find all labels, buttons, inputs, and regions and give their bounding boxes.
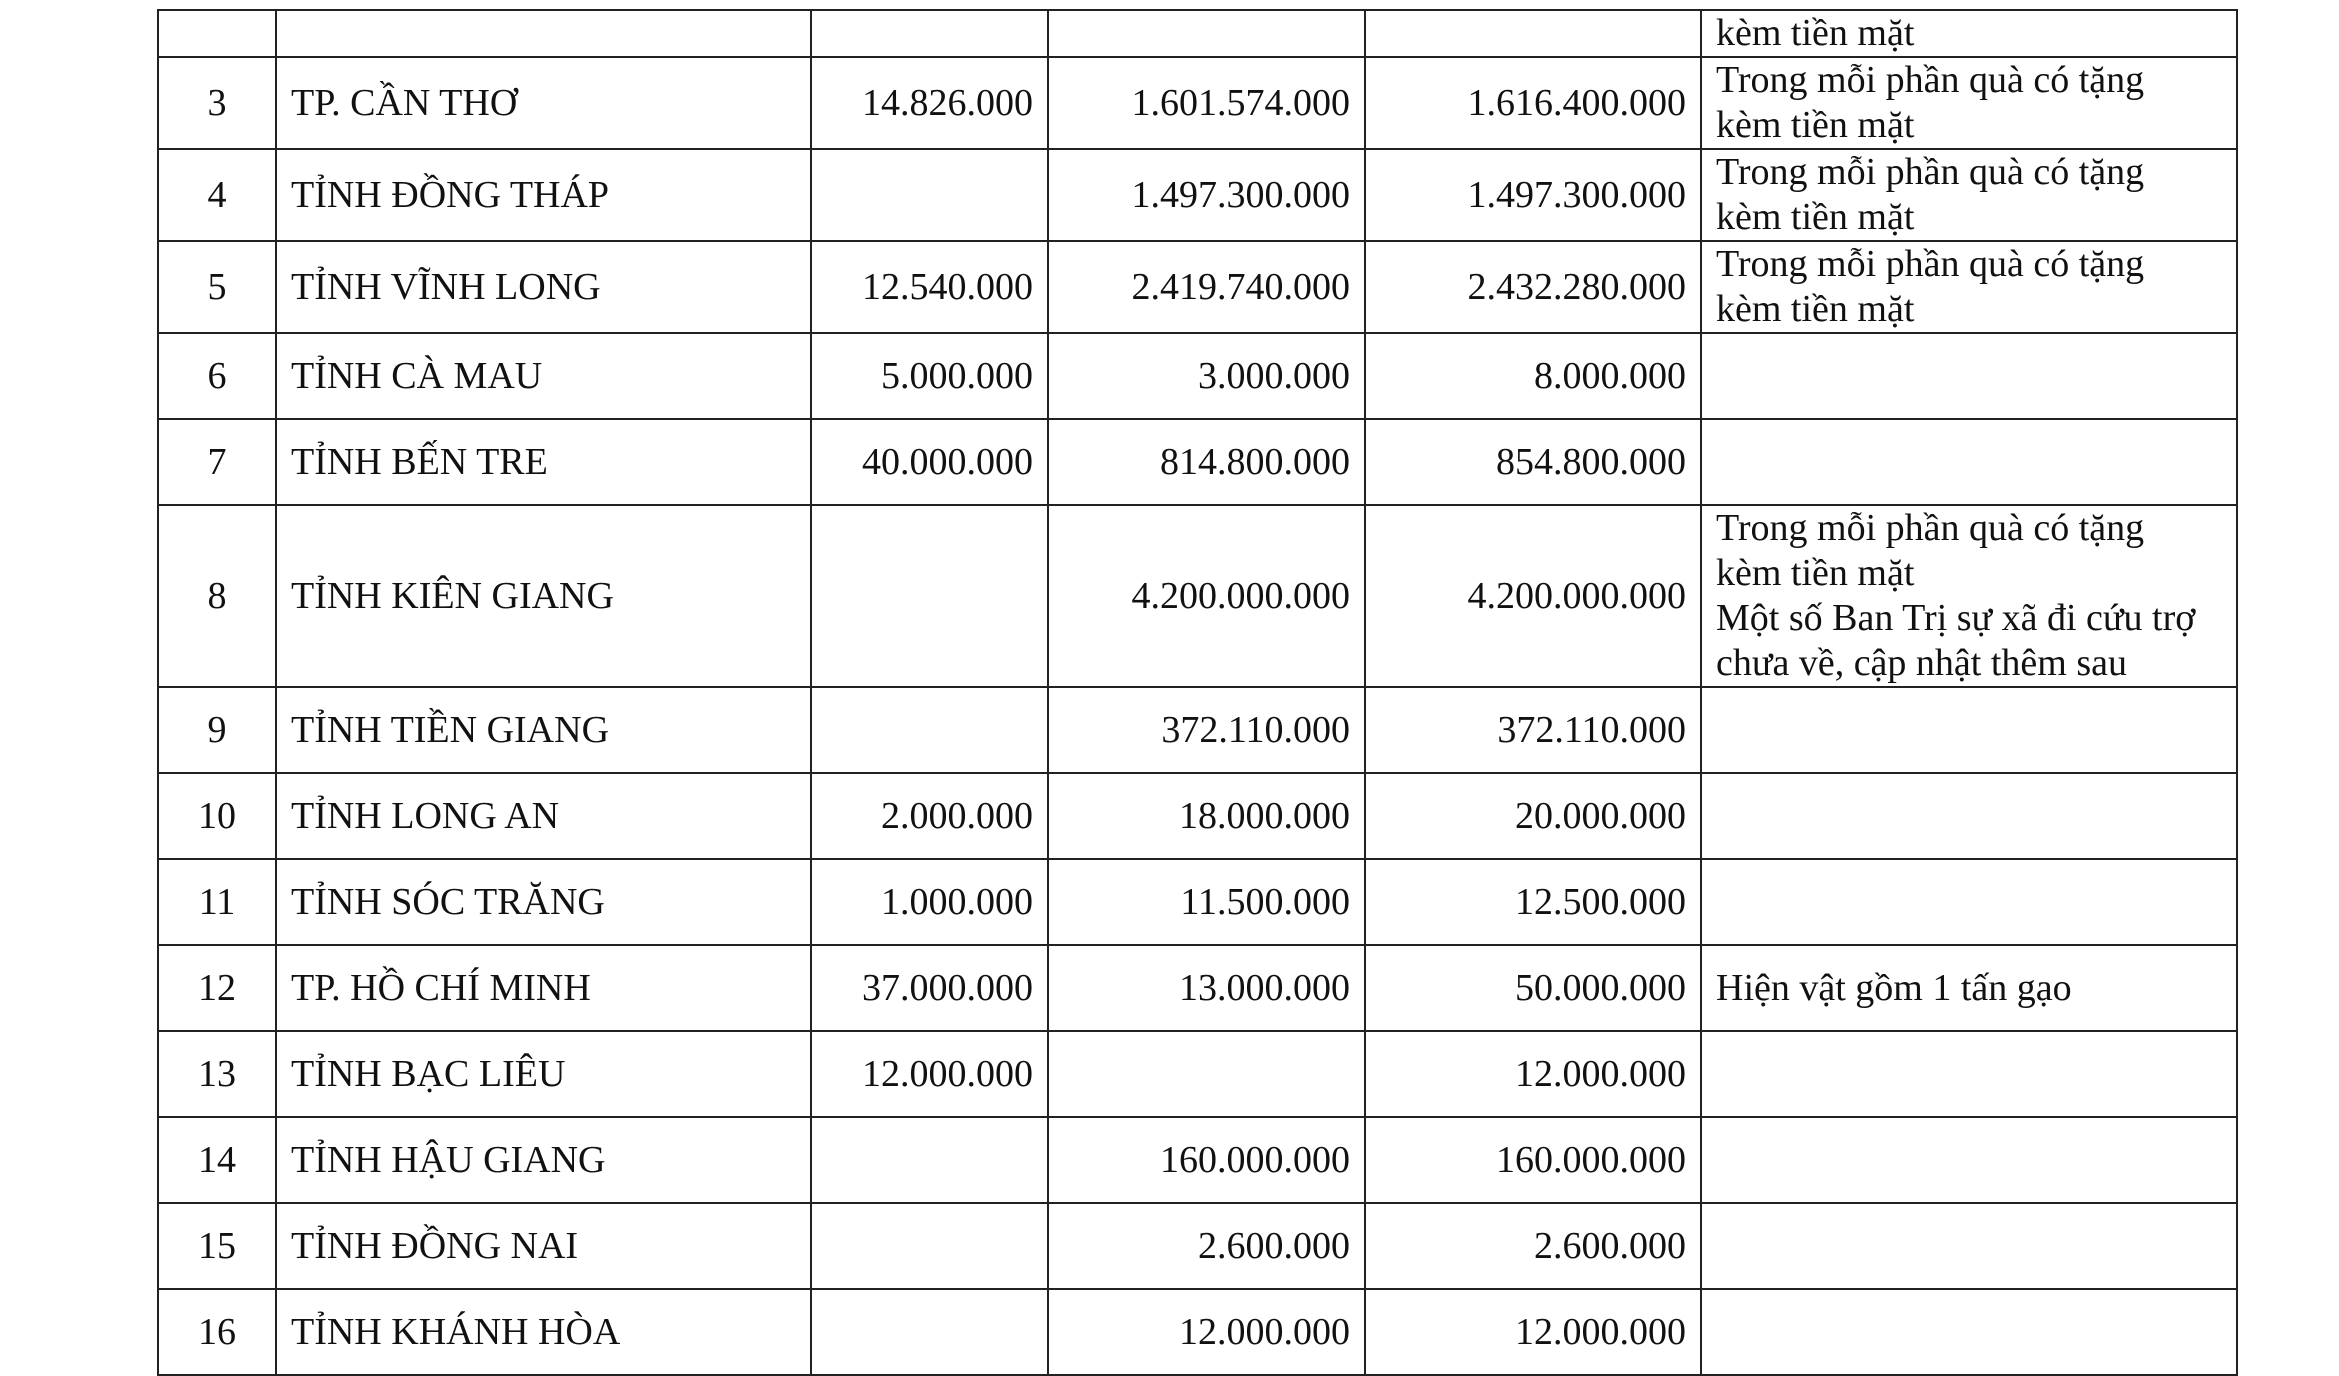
unit-name-cell: TỈNH BẠC LIÊU — [276, 1031, 811, 1117]
note-line: kèm tiền mặt — [1716, 196, 1915, 238]
table-row — [158, 1289, 2237, 1375]
note-cell — [1701, 505, 2237, 687]
total-amount-cell: 372.110.000 — [1365, 687, 1701, 773]
amount-col3-cell — [811, 1117, 1048, 1203]
table-row — [158, 1203, 2237, 1289]
report-sheet — [157, 9, 2236, 1376]
stt-cell: 3 — [158, 57, 276, 149]
table-row — [158, 333, 2237, 419]
unit-name-cell: TỈNH KHÁNH HÒA — [276, 1289, 811, 1375]
total-amount-cell: 12.000.000 — [1365, 1289, 1701, 1375]
table-row — [158, 859, 2237, 945]
unit-name-cell: TỈNH LONG AN — [276, 773, 811, 859]
note-line: Hiện vật gồm 1 tấn gạo — [1716, 966, 2072, 1009]
stt-cell: 13 — [158, 1031, 276, 1117]
amount-col3-cell — [811, 10, 1048, 57]
amount-col4-cell: 11.500.000 — [1048, 859, 1365, 945]
unit-name-cell: TỈNH HẬU GIANG — [276, 1117, 811, 1203]
stt-cell: 4 — [158, 149, 276, 241]
amount-col4-cell — [1048, 1031, 1365, 1117]
note-line: Trong mỗi phần quà có tặng — [1716, 59, 2145, 101]
table-row — [158, 241, 2237, 333]
stt-cell: 15 — [158, 1203, 276, 1289]
stt-cell: 14 — [158, 1117, 276, 1203]
unit-name-cell — [276, 10, 811, 57]
note-cell — [1701, 859, 2237, 945]
table-row — [158, 1117, 2237, 1203]
total-amount-cell: 20.000.000 — [1365, 773, 1701, 859]
note-cell — [1701, 419, 2237, 505]
table-row — [158, 57, 2237, 149]
total-amount-cell: 1.616.400.000 — [1365, 57, 1701, 149]
total-amount-cell — [1365, 10, 1701, 57]
total-amount-cell: 2.600.000 — [1365, 1203, 1701, 1289]
table-row — [158, 10, 2237, 57]
amount-col4-cell: 3.000.000 — [1048, 333, 1365, 419]
note-cell — [1701, 1117, 2237, 1203]
stt-cell: 8 — [158, 505, 276, 687]
total-amount-cell: 50.000.000 — [1365, 945, 1701, 1031]
note-line: kèm tiền mặt — [1716, 104, 1915, 146]
total-amount-cell: 2.432.280.000 — [1365, 241, 1701, 333]
stt-cell: 10 — [158, 773, 276, 859]
amount-col3-cell: 12.000.000 — [811, 1031, 1048, 1117]
note-line: Trong mỗi phần quà có tặng — [1716, 507, 2145, 549]
amount-col3-cell — [811, 149, 1048, 241]
amount-col3-cell: 37.000.000 — [811, 945, 1048, 1031]
stt-cell: 11 — [158, 859, 276, 945]
note-cell — [1701, 10, 2237, 57]
relief-donation-table — [157, 9, 2238, 1376]
amount-col4-cell: 372.110.000 — [1048, 687, 1365, 773]
note-cell — [1701, 687, 2237, 773]
amount-col3-cell: 40.000.000 — [811, 419, 1048, 505]
unit-name-cell: TỈNH KIÊN GIANG — [276, 505, 811, 687]
unit-name-cell: TP. CẦN THƠ — [276, 57, 811, 149]
amount-col4-cell: 18.000.000 — [1048, 773, 1365, 859]
note-line: kèm tiền mặt — [1716, 12, 1915, 54]
unit-name-cell: TP. HỒ CHÍ MINH — [276, 945, 811, 1031]
note-cell — [1701, 1031, 2237, 1117]
note-line: kèm tiền mặt — [1716, 288, 1915, 330]
total-amount-cell: 12.000.000 — [1365, 1031, 1701, 1117]
stt-cell: 6 — [158, 333, 276, 419]
amount-col3-cell — [811, 687, 1048, 773]
unit-name-cell: TỈNH BẾN TRE — [276, 419, 811, 505]
amount-col3-cell — [811, 505, 1048, 687]
table-row — [158, 505, 2237, 687]
total-amount-cell: 12.500.000 — [1365, 859, 1701, 945]
table-row — [158, 687, 2237, 773]
amount-col4-cell: 1.601.574.000 — [1048, 57, 1365, 149]
amount-col4-cell: 160.000.000 — [1048, 1117, 1365, 1203]
table-body — [158, 10, 2237, 1375]
amount-col3-cell: 2.000.000 — [811, 773, 1048, 859]
amount-col3-cell: 12.540.000 — [811, 241, 1048, 333]
amount-col4-cell — [1048, 10, 1365, 57]
unit-name-cell: TỈNH CÀ MAU — [276, 333, 811, 419]
note-cell — [1701, 1203, 2237, 1289]
unit-name-cell: TỈNH ĐỒNG NAI — [276, 1203, 811, 1289]
unit-name-cell: TỈNH ĐỒNG THÁP — [276, 149, 811, 241]
note-cell — [1701, 333, 2237, 419]
total-amount-cell: 854.800.000 — [1365, 419, 1701, 505]
table-row — [158, 419, 2237, 505]
amount-col3-cell — [811, 1289, 1048, 1375]
note-cell — [1701, 57, 2237, 149]
amount-col4-cell: 2.600.000 — [1048, 1203, 1365, 1289]
table-row — [158, 945, 2237, 1031]
note-line: chưa về, cập nhật thêm sau — [1716, 642, 2127, 684]
note-cell — [1701, 773, 2237, 859]
total-amount-cell: 8.000.000 — [1365, 333, 1701, 419]
amount-col4-cell: 2.419.740.000 — [1048, 241, 1365, 333]
stt-cell — [158, 10, 276, 57]
table-row — [158, 149, 2237, 241]
note-line: Trong mỗi phần quà có tặng — [1716, 151, 2145, 193]
note-cell — [1701, 945, 2237, 1031]
amount-col4-cell: 814.800.000 — [1048, 419, 1365, 505]
unit-name-cell: TỈNH SÓC TRĂNG — [276, 859, 811, 945]
amount-col4-cell: 1.497.300.000 — [1048, 149, 1365, 241]
stt-cell: 9 — [158, 687, 276, 773]
note-line: Một số Ban Trị sự xã đi cứu trợ — [1716, 597, 2196, 639]
unit-name-cell: TỈNH VĨNH LONG — [276, 241, 811, 333]
note-cell — [1701, 149, 2237, 241]
amount-col3-cell — [811, 1203, 1048, 1289]
amount-col4-cell: 13.000.000 — [1048, 945, 1365, 1031]
note-line: Trong mỗi phần quà có tặng — [1716, 243, 2145, 285]
stt-cell: 12 — [158, 945, 276, 1031]
note-cell — [1701, 241, 2237, 333]
stt-cell: 16 — [158, 1289, 276, 1375]
note-cell — [1701, 1289, 2237, 1375]
unit-name-cell: TỈNH TIỀN GIANG — [276, 687, 811, 773]
amount-col4-cell: 4.200.000.000 — [1048, 505, 1365, 687]
table-row — [158, 1031, 2237, 1117]
amount-col3-cell: 5.000.000 — [811, 333, 1048, 419]
total-amount-cell: 160.000.000 — [1365, 1117, 1701, 1203]
stt-cell: 7 — [158, 419, 276, 505]
table-row — [158, 773, 2237, 859]
amount-col4-cell: 12.000.000 — [1048, 1289, 1365, 1375]
total-amount-cell: 1.497.300.000 — [1365, 149, 1701, 241]
stt-cell: 5 — [158, 241, 276, 333]
note-line: kèm tiền mặt — [1716, 552, 1915, 594]
amount-col3-cell: 14.826.000 — [811, 57, 1048, 149]
total-amount-cell: 4.200.000.000 — [1365, 505, 1701, 687]
amount-col3-cell: 1.000.000 — [811, 859, 1048, 945]
